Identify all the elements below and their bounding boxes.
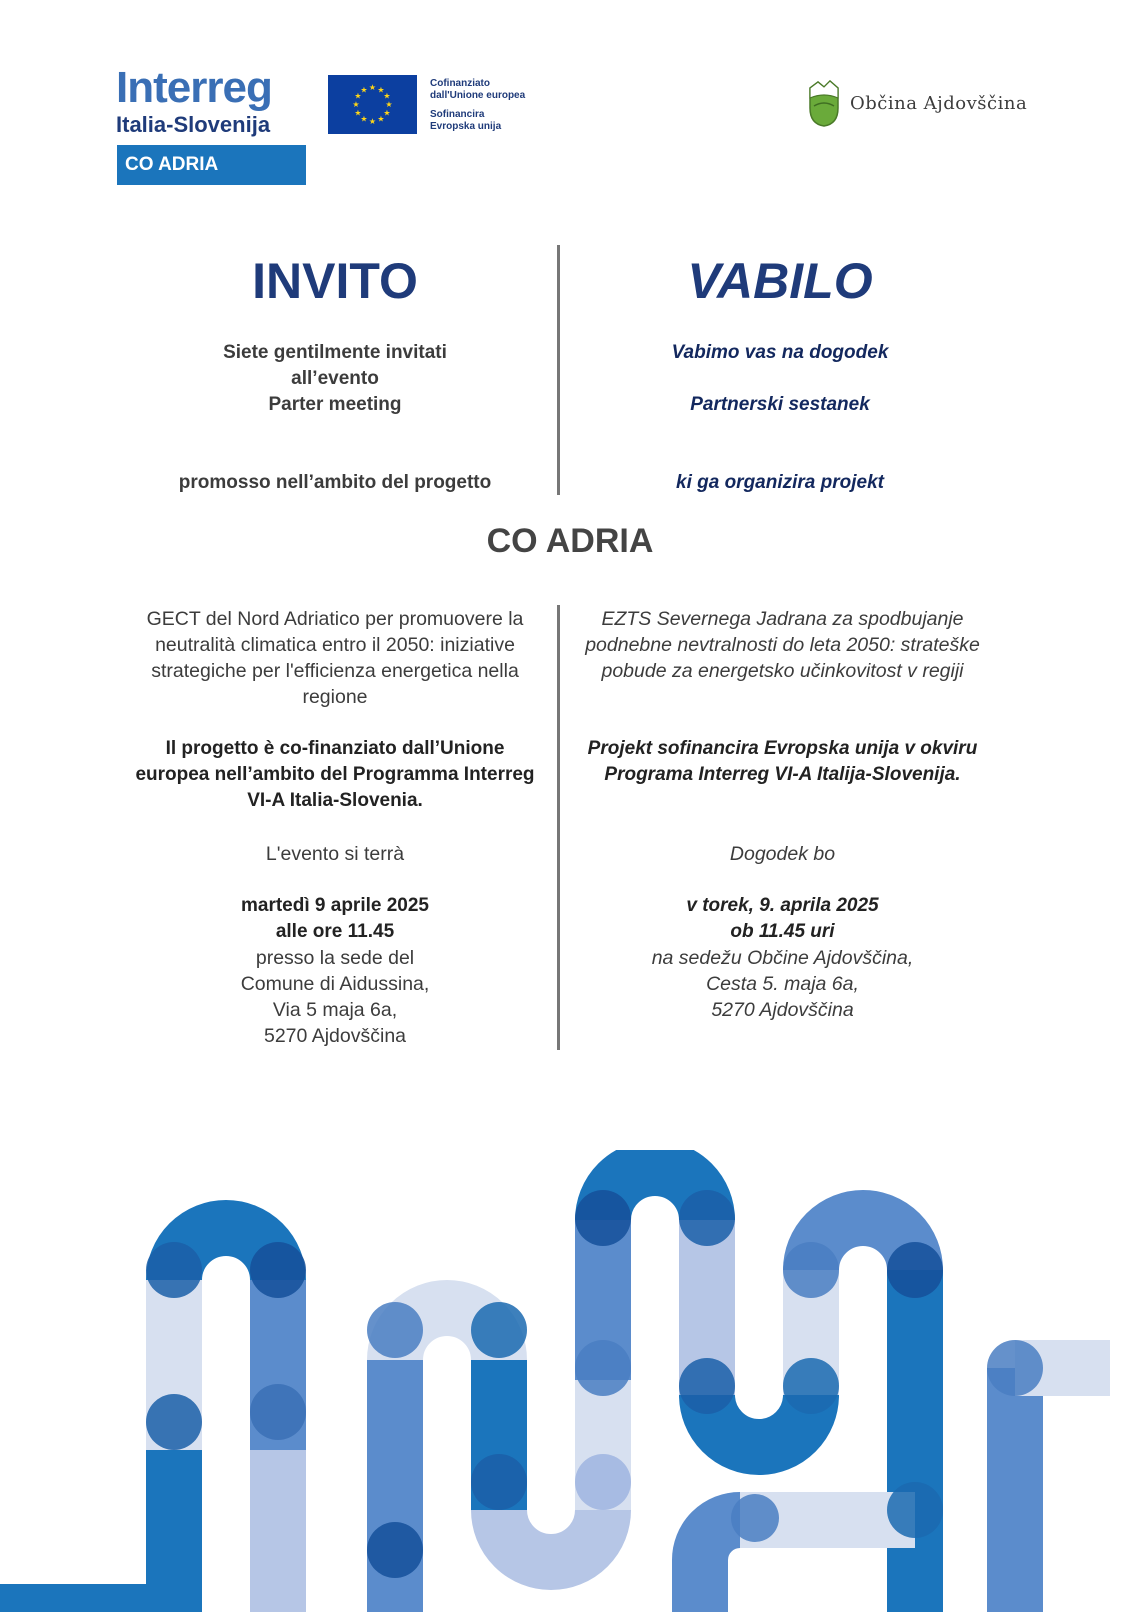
italian-intro-line: Siete gentilmente invitati xyxy=(223,342,447,363)
decorative-wave-graphic xyxy=(0,1150,1140,1612)
italian-cofinance xyxy=(115,736,555,814)
heading-invito: INVITO xyxy=(252,253,418,309)
svg-text:★: ★ xyxy=(352,100,360,109)
svg-text:★: ★ xyxy=(368,117,377,126)
italian-event-place: Via 5 maja 6a, xyxy=(272,999,398,1021)
svg-text:★: ★ xyxy=(360,85,368,95)
svg-text:★: ★ xyxy=(377,85,385,95)
heading-vabilo: VABILO xyxy=(687,253,873,309)
eu-cofinance-sl-1: Sofinancira xyxy=(430,109,485,120)
project-title: CO ADRIA xyxy=(486,522,654,560)
municipality-name: Občina Ajdovščina xyxy=(850,93,1028,114)
slovenian-intro: Vabimo vas na dogodek xyxy=(671,342,889,363)
slovenian-description-line: pobude za energetsko učinkovitost v regiji xyxy=(601,660,964,682)
italian-description-line: GECT del Nord Adriatico per promuovere la xyxy=(146,608,524,630)
eu-cofinance-text xyxy=(430,78,550,133)
italian-event-place: presso la sede del xyxy=(255,947,415,969)
italian-cofinance-line: Il progetto è co-finanziato dall’Unione xyxy=(165,738,505,759)
italian-promoted: promosso nell’ambito del progetto xyxy=(178,472,492,493)
italian-event-place: Comune di Aidussina, xyxy=(240,973,430,995)
italian-intro xyxy=(120,340,550,418)
slovenian-description xyxy=(565,606,1000,684)
italian-description-line: strategiche per l'efficienza energetica nella xyxy=(151,660,519,682)
slovenian-cofinance-line: Projekt sofinancira Evropska unija v okviru xyxy=(587,738,978,759)
eu-flag-icon xyxy=(328,75,417,134)
slovenian-cofinance xyxy=(565,736,1000,788)
interreg-wordmark: Interreg xyxy=(116,63,272,112)
svg-text:★: ★ xyxy=(354,108,362,118)
slovenian-event-place: na sedežu Občine Ajdovščina, xyxy=(651,947,914,969)
slovenian-event-details xyxy=(565,893,1000,1023)
svg-text:★: ★ xyxy=(383,91,391,101)
slovenian-event-date: v torek, 9. aprila 2025 xyxy=(686,895,879,916)
interreg-logo xyxy=(116,63,306,138)
italian-cofinance-line: VI-A Italia-Slovenia. xyxy=(247,790,423,811)
italian-description-line: neutralità climatica entro il 2050: iniziative xyxy=(155,634,515,656)
italian-intro-line: all’evento xyxy=(291,368,379,389)
svg-text:★: ★ xyxy=(377,114,385,124)
italian-event-time: alle ore 11.45 xyxy=(275,921,395,942)
top-divider xyxy=(557,245,560,495)
slovenian-event-intro: Dogodek bo xyxy=(729,843,836,865)
slovenian-cofinance-line: Programa Interreg VI-A Italija-Slovenija. xyxy=(604,764,961,785)
svg-text:★: ★ xyxy=(354,91,362,101)
svg-text:★: ★ xyxy=(368,83,377,92)
eu-cofinance-it-2: dall'Unione europea xyxy=(430,90,526,101)
italian-description xyxy=(115,606,555,710)
italian-event-details xyxy=(115,893,555,1049)
slovenian-event-name: Partnerski sestanek xyxy=(690,394,870,415)
project-badge: CO ADRIA xyxy=(117,145,306,185)
italian-event-intro: L'evento si terrà xyxy=(265,843,405,865)
svg-text:★: ★ xyxy=(385,100,393,109)
italian-event-date: martedì 9 aprile 2025 xyxy=(241,895,429,916)
slovenian-event-time: ob 11.45 uri xyxy=(730,921,835,942)
slovenian-event-place: 5270 Ajdovščina xyxy=(711,999,854,1021)
eu-cofinance-it-1: Cofinanziato xyxy=(430,78,490,89)
italian-cofinance-line: europea nell’ambito del Programma Interreg xyxy=(135,764,535,785)
interreg-region: Italia-Slovenija xyxy=(116,112,271,137)
svg-text:★: ★ xyxy=(383,108,391,118)
italian-description-line: regione xyxy=(302,686,368,708)
slovenian-event-place: Cesta 5. maja 6a, xyxy=(706,973,859,995)
italian-event-place: 5270 Ajdovščina xyxy=(263,1025,407,1047)
eu-cofinance-sl-2: Evropska unija xyxy=(430,121,502,132)
slovenian-promoted: ki ga organizira projekt xyxy=(676,472,884,493)
municipality-crest-icon xyxy=(806,78,842,133)
slovenian-description-line: EZTS Severnega Jadrana za spodbujanje xyxy=(601,608,964,630)
slovenian-description-line: podnebne nevtralnosti do leta 2050: strateške xyxy=(585,634,980,656)
bottom-divider xyxy=(557,605,560,1050)
svg-text:★: ★ xyxy=(360,114,368,124)
italian-event-name: Parter meeting xyxy=(268,394,402,415)
